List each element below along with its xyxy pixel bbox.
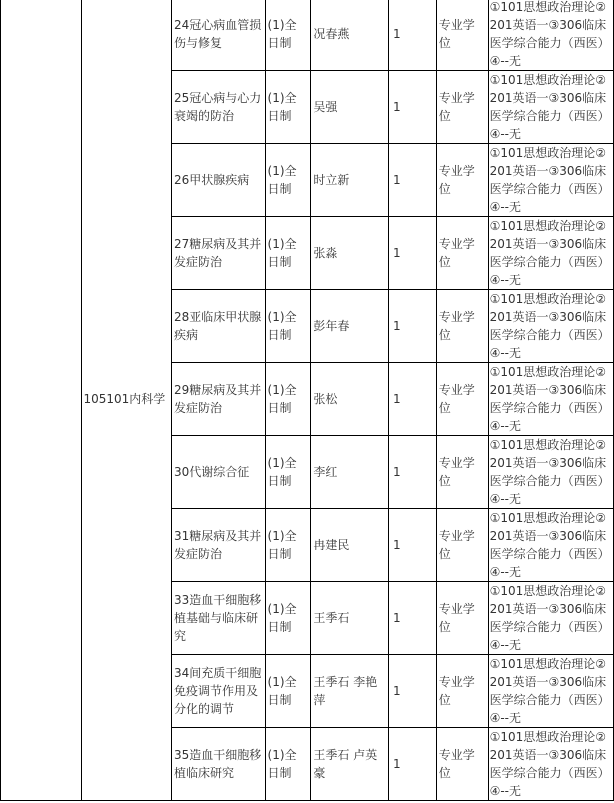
count-cell: 1 bbox=[389, 290, 437, 363]
supervisor-cell: 张淼 bbox=[311, 217, 389, 290]
subjects-cell: ①101思想政治理论②201英语一③306临床医学综合能力（西医）④--无 bbox=[488, 290, 613, 363]
subjects-cell: ①101思想政治理论②201英语一③306临床医学综合能力（西医）④--无 bbox=[488, 655, 613, 728]
degree-cell: 专业学位 bbox=[436, 436, 488, 509]
supervisor-cell: 王季石 李艳萍 bbox=[311, 655, 389, 728]
mode-cell: (1)全日制 bbox=[265, 217, 311, 290]
subjects-cell: ①101思想政治理论②201英语一③306临床医学综合能力（西医）④--无 bbox=[488, 217, 613, 290]
supervisor-cell: 彭年春 bbox=[311, 290, 389, 363]
supervisor-cell: 况春燕 bbox=[311, 0, 389, 71]
blank-cell bbox=[1, 0, 82, 801]
count-cell: 1 bbox=[389, 71, 437, 144]
subjects-cell: ①101思想政治理论②201英语一③306临床医学综合能力（西医）④--无 bbox=[488, 0, 613, 71]
subjects-cell: ①101思想政治理论②201英语一③306临床医学综合能力（西医）④--无 bbox=[488, 582, 613, 655]
mode-cell: (1)全日制 bbox=[265, 436, 311, 509]
mode-cell: (1)全日制 bbox=[265, 655, 311, 728]
subjects-cell: ①101思想政治理论②201英语一③306临床医学综合能力（西医）④--无 bbox=[488, 363, 613, 436]
degree-cell: 专业学位 bbox=[436, 290, 488, 363]
count-cell: 1 bbox=[389, 0, 437, 71]
direction-cell: 33造血干细胞移植基础与临床研究 bbox=[172, 582, 266, 655]
mode-cell: (1)全日制 bbox=[265, 71, 311, 144]
degree-cell: 专业学位 bbox=[436, 655, 488, 728]
degree-cell: 专业学位 bbox=[436, 217, 488, 290]
subjects-cell: ①101思想政治理论②201英语一③306临床医学综合能力（西医）④--无 bbox=[488, 71, 613, 144]
supervisor-cell: 时立新 bbox=[311, 144, 389, 217]
direction-cell: 35造血干细胞移植临床研究 bbox=[172, 728, 266, 801]
supervisor-cell: 冉建民 bbox=[311, 509, 389, 582]
table-row bbox=[1, 0, 614, 71]
direction-cell: 29糖尿病及其并发症防治 bbox=[172, 363, 266, 436]
degree-cell: 专业学位 bbox=[436, 509, 488, 582]
direction-cell: 34间充质干细胞免疫调节作用及分化的调节 bbox=[172, 655, 266, 728]
mode-cell: (1)全日制 bbox=[265, 144, 311, 217]
mode-cell: (1)全日制 bbox=[265, 728, 311, 801]
count-cell: 1 bbox=[389, 655, 437, 728]
degree-cell: 专业学位 bbox=[436, 582, 488, 655]
count-cell: 1 bbox=[389, 217, 437, 290]
degree-cell: 专业学位 bbox=[436, 144, 488, 217]
table-body bbox=[1, 0, 614, 801]
mode-cell: (1)全日制 bbox=[265, 582, 311, 655]
direction-cell: 28亚临床甲状腺疾病 bbox=[172, 290, 266, 363]
subjects-cell: ①101思想政治理论②201英语一③306临床医学综合能力（西医）④--无 bbox=[488, 509, 613, 582]
count-cell: 1 bbox=[389, 728, 437, 801]
direction-cell: 24冠心病血管损伤与修复 bbox=[172, 0, 266, 71]
supervisor-cell: 王季石 卢英豪 bbox=[311, 728, 389, 801]
degree-cell: 专业学位 bbox=[436, 363, 488, 436]
supervisor-cell: 李红 bbox=[311, 436, 389, 509]
direction-cell: 26甲状腺疾病 bbox=[172, 144, 266, 217]
direction-cell: 31糖尿病及其并发症防治 bbox=[172, 509, 266, 582]
count-cell: 1 bbox=[389, 144, 437, 217]
count-cell: 1 bbox=[389, 363, 437, 436]
direction-cell: 27糖尿病及其并发症防治 bbox=[172, 217, 266, 290]
count-cell: 1 bbox=[389, 436, 437, 509]
supervisor-cell: 张松 bbox=[311, 363, 389, 436]
supervisor-cell: 王季石 bbox=[311, 582, 389, 655]
direction-cell: 25冠心病与心力衰竭的防治 bbox=[172, 71, 266, 144]
degree-cell: 专业学位 bbox=[436, 728, 488, 801]
mode-cell: (1)全日制 bbox=[265, 509, 311, 582]
mode-cell: (1)全日制 bbox=[265, 363, 311, 436]
degree-cell: 专业学位 bbox=[436, 0, 488, 71]
subjects-cell: ①101思想政治理论②201英语一③306临床医学综合能力（西医）④--无 bbox=[488, 728, 613, 801]
degree-cell: 专业学位 bbox=[436, 71, 488, 144]
mode-cell: (1)全日制 bbox=[265, 0, 311, 71]
program-cell: 105101内科学 bbox=[81, 0, 172, 801]
count-cell: 1 bbox=[389, 582, 437, 655]
subjects-cell: ①101思想政治理论②201英语一③306临床医学综合能力（西医）④--无 bbox=[488, 144, 613, 217]
count-cell: 1 bbox=[389, 509, 437, 582]
supervisor-cell: 吴强 bbox=[311, 71, 389, 144]
mode-cell: (1)全日制 bbox=[265, 290, 311, 363]
direction-cell: 30代谢综合征 bbox=[172, 436, 266, 509]
subjects-cell: ①101思想政治理论②201英语一③306临床医学综合能力（西医）④--无 bbox=[488, 436, 613, 509]
